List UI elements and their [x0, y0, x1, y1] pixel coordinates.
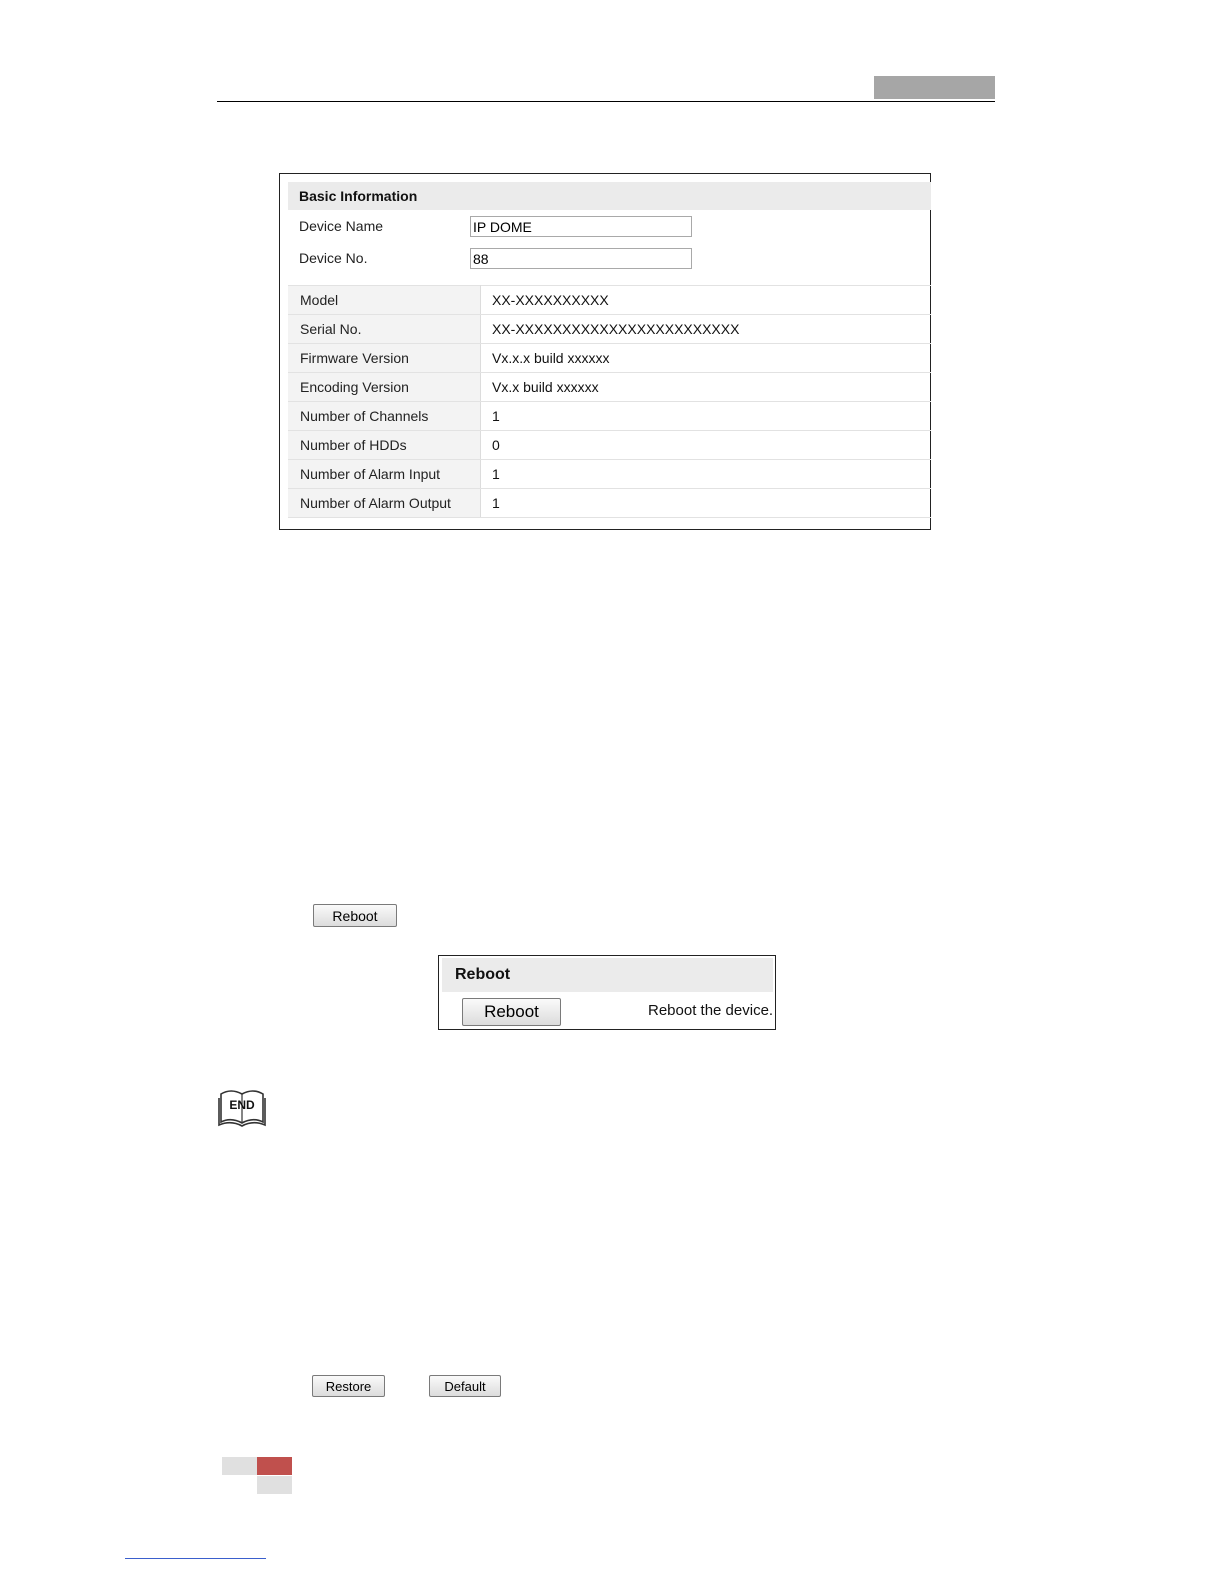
- row-label: Encoding Version: [288, 373, 481, 402]
- reboot-device-button[interactable]: Reboot: [462, 998, 561, 1026]
- row-value: 1: [481, 402, 932, 431]
- basic-information-panel: [279, 173, 931, 530]
- header-tab: [874, 76, 995, 99]
- reboot-panel-title: Reboot: [455, 966, 511, 983]
- footer-square-gray: [222, 1457, 257, 1475]
- table-row: [288, 286, 931, 315]
- row-label: Number of Alarm Input: [288, 460, 481, 489]
- row-label: Model: [288, 286, 481, 315]
- table-row: [288, 344, 931, 373]
- row-value: XX-XXXXXXXXXXXXXXXXXXXXXXXX: [481, 315, 932, 344]
- basic-information-header: [288, 182, 931, 210]
- footer-square-gray-lower: [257, 1476, 292, 1494]
- table-row: [288, 373, 931, 402]
- restore-button[interactable]: Restore: [312, 1375, 385, 1397]
- row-value: 1: [481, 489, 932, 518]
- row-value: 0: [481, 431, 932, 460]
- row-value: 1: [481, 460, 932, 489]
- reboot-description: Reboot the device.: [648, 1002, 774, 1019]
- table-row: [288, 489, 931, 518]
- table-row: [288, 315, 931, 344]
- default-button[interactable]: Default: [429, 1375, 501, 1397]
- table-row: [288, 402, 931, 431]
- row-value: Vx.x build xxxxxx: [481, 373, 932, 402]
- device-name-label: Device Name: [299, 218, 384, 234]
- end-book-icon: [217, 1086, 267, 1133]
- device-no-label: Device No.: [299, 250, 368, 266]
- device-no-input[interactable]: [470, 248, 692, 269]
- reboot-button[interactable]: Reboot: [313, 904, 397, 927]
- table-row: [288, 460, 931, 489]
- end-icon-text: END: [229, 1098, 255, 1112]
- table-row: [288, 431, 931, 460]
- row-value: Vx.x.x build xxxxxx: [481, 344, 932, 373]
- row-value: XX-XXXXXXXXXX: [481, 286, 932, 315]
- row-label: Firmware Version: [288, 344, 481, 373]
- row-label: Number of HDDs: [288, 431, 481, 460]
- header-rule: [217, 101, 995, 102]
- reboot-panel: [438, 955, 776, 1030]
- row-label: Serial No.: [288, 315, 481, 344]
- row-label: Number of Channels: [288, 402, 481, 431]
- footnote-rule: [125, 1558, 266, 1559]
- reboot-panel-header: [442, 958, 773, 992]
- footer-square-red: [257, 1457, 292, 1475]
- row-label: Number of Alarm Output: [288, 489, 481, 518]
- device-name-input[interactable]: [470, 216, 692, 237]
- device-info-table: [288, 285, 931, 518]
- basic-information-title: Basic Information: [299, 188, 418, 204]
